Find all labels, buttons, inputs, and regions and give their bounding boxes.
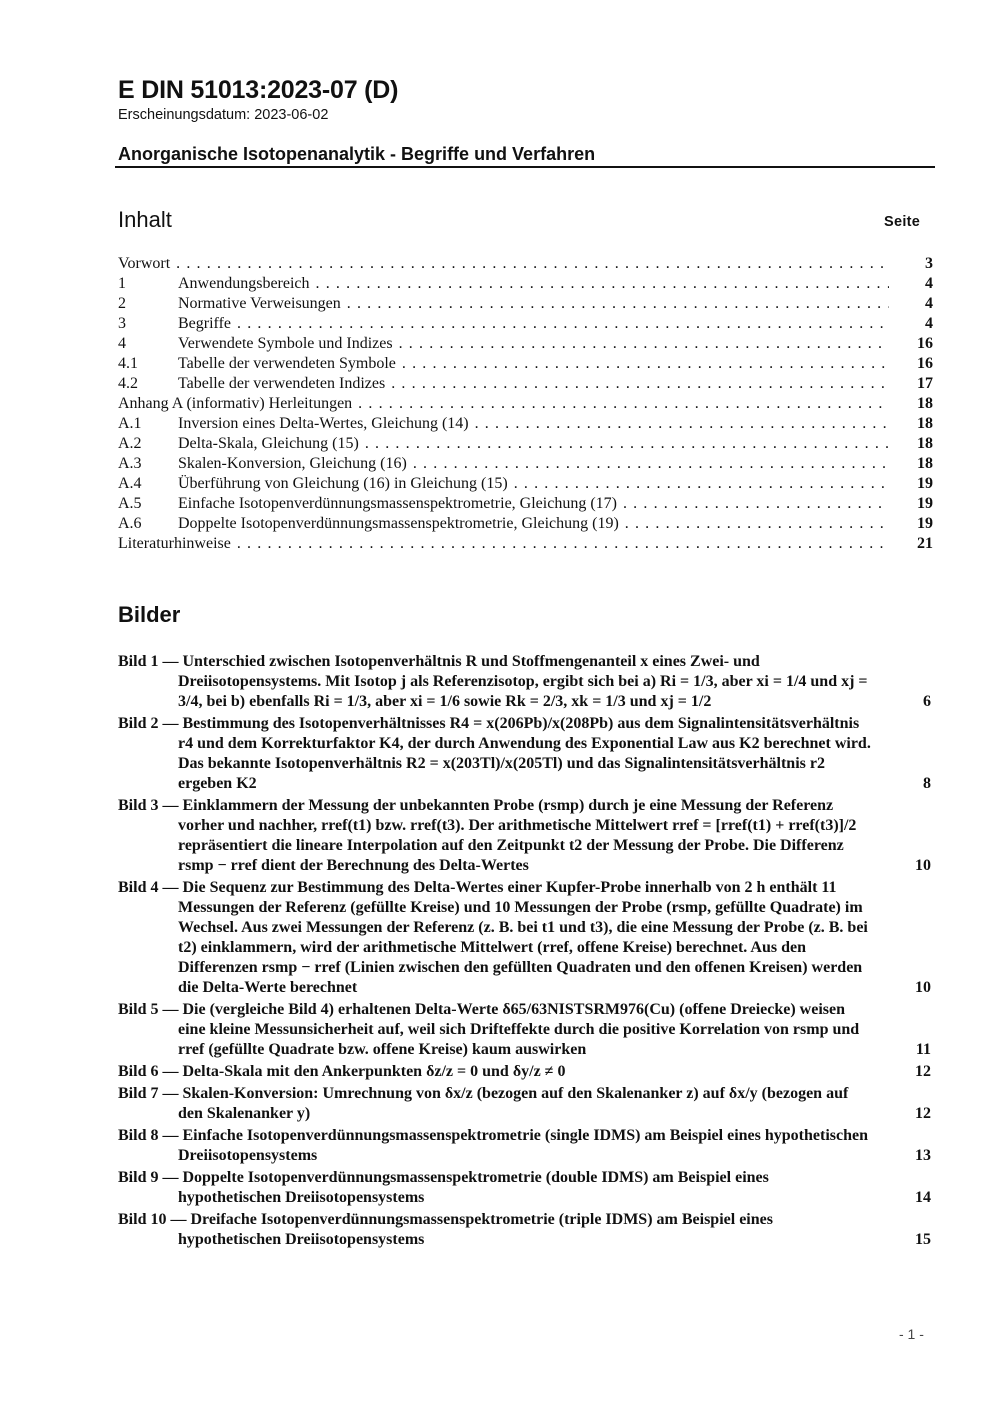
toc-entry-title: Begriffe — [178, 315, 232, 332]
dot-leader — [475, 414, 889, 434]
toc-entry-title: Verwendete Symbole und Indizes — [178, 335, 393, 352]
toc-entry-page: 17 — [917, 375, 933, 392]
figure-entry-9[interactable]: Bild 9 — Doppelte Isotopenverdünnungsmassenspektrometrie (double IDMS) am Beispiel eines hypothetischen Dreiisotopensystems 14 — [118, 1169, 931, 1206]
dot-leader — [402, 354, 889, 374]
toc-entry[interactable] — [118, 374, 933, 394]
figures-heading: Bilder — [118, 602, 181, 627]
figure-caption-10: Dreifache Isotopenverdünnungsmassenspektrometrie (triple IDMS) am Beispiel eines hypothetischen Dreiisotopensystems — [178, 1211, 773, 1248]
toc-entry[interactable] — [118, 314, 933, 334]
toc-entry-page: 18 — [917, 435, 933, 452]
figure-caption-1: Unterschied zwischen Isotopenverhältnis R und Stoffmengenanteil x eines Zwei- und Dreiisotopensystems. Mit Isotop j als Referenzisotop, ergibt sich bei a) Ri = 1/3, aber xi = 1/4 und xj = 3/4, bei b) ebenfalls Ri = 1/3, aber xi = 1/6 sowie Rk = 2/3, xk = 1/3 und xj = 1/2 — [178, 653, 868, 710]
toc-entry-title: Tabelle der verwendeten Symbole — [178, 355, 396, 372]
toc-entry[interactable] — [118, 494, 933, 514]
toc-entry-number: A.1 — [118, 415, 142, 432]
toc-entry-number: A.4 — [118, 475, 142, 492]
toc-entry-number: 4 — [118, 335, 126, 352]
toc-entry-title: Überführung von Gleichung (16) in Gleichung (15) — [178, 475, 508, 492]
figure-page-2: 8 — [923, 775, 931, 792]
toc-entry[interactable] — [118, 354, 933, 374]
toc-entry[interactable] — [118, 454, 933, 474]
figure-entry-10[interactable]: Bild 10 — Dreifache Isotopenverdünnungsmassenspektrometrie (triple IDMS) am Beispiel eines hypothetischen Dreiisotopensystems 15 — [118, 1211, 931, 1248]
figure-page-7: 12 — [915, 1105, 931, 1122]
toc-entry-number: 2 — [118, 295, 126, 312]
toc-entry-number: 3 — [118, 315, 126, 332]
dot-leader — [347, 294, 889, 314]
document-id: E DIN 51013:2023-07 (D) — [118, 76, 399, 104]
toc-entry-page: 4 — [925, 315, 933, 332]
figure-caption-6: Delta-Skala mit den Ankerpunkten δz/z = 0 und δy/z ≠ 0 — [182, 1063, 566, 1080]
toc-entry[interactable] — [118, 294, 933, 314]
dot-leader — [358, 394, 889, 414]
toc-entry-title: Vorwort — [118, 255, 171, 272]
toc-entry-page: 4 — [925, 295, 933, 312]
figure-entry-1[interactable]: Bild 1 — Unterschied zwischen Isotopenverhältnis R und Stoffmengenanteil x eines Zwei- und Dreiisotopensystems. Mit Isotop j als Referenzisotop, ergibt sich bei a) Ri = 1/3, aber xi = 1/4 und xj = 3/4, bei b) ebenfalls Ri = 1/3, aber xi = 1/6 sowie Rk = 2/3, xk = 1/3 und xj = 1/2 6 — [118, 653, 931, 710]
toc-entry-number: 1 — [118, 275, 126, 292]
figure-caption-9: Doppelte Isotopenverdünnungsmassenspektrometrie (double IDMS) am Beispiel eines hypothetischen Dreiisotopensystems — [178, 1169, 769, 1206]
toc-entry-title: Delta-Skala, Gleichung (15) — [178, 435, 359, 452]
toc-entry[interactable] — [118, 474, 933, 494]
figure-entry-2[interactable]: Bild 2 — Bestimmung des Isotopenverhältnisses R4 = x(206Pb)/x(208Pb) aus dem Signalintensitätsverhältnis r4 und dem Korrekturfaktor K4, der durch Anwendung des Exponential Law aus K2 berechnet wird. Das bekannte Isotopenverhältnis R2 = x(203Tl)/x(205Tl) und das Signalintensitätsverhältnis r2 ergeben K2 8 — [118, 715, 931, 792]
dot-leader — [399, 334, 889, 354]
figure-page-10: 15 — [915, 1231, 931, 1248]
figure-page-4: 10 — [915, 979, 931, 996]
toc-entry-title: Doppelte Isotopenverdünnungsmassenspektrometrie, Gleichung (19) — [178, 515, 619, 532]
toc-entry-page: 4 — [925, 275, 933, 292]
figure-entry-5[interactable]: Bild 5 — Die (vergleiche Bild 4) erhaltenen Delta-Werte δ65/63NISTSRM976(Cu) (offene Dreiecke) weisen eine kleine Messunsicherheit auf, weil sich Drifteffekte durch die positive Korrelation von rsmp und rref (gefüllte Quadrate bzw. offene Kreise) kaum auswirken 11 — [118, 1001, 931, 1058]
figure-caption-8: Einfache Isotopenverdünnungsmassenspektrometrie (single IDMS) am Beispiel eines hypothetischen Dreiisotopensystems — [178, 1127, 868, 1164]
toc-entry-title: Skalen-Konversion, Gleichung (16) — [178, 455, 407, 472]
dot-leader — [176, 254, 889, 274]
toc-entry-title: Normative Verweisungen — [178, 295, 341, 312]
figure-entry-8[interactable]: Bild 8 — Einfache Isotopenverdünnungsmassenspektrometrie (single IDMS) am Beispiel eines hypothetischen Dreiisotopensystems 13 — [118, 1127, 931, 1164]
figure-caption-2: Bestimmung des Isotopenverhältnisses R4 = x(206Pb)/x(208Pb) aus dem Signalintensitätsverhältnis r4 und dem Korrekturfaktor K4, der durch Anwendung des Exponential Law aus K2 berechnet wird. Das bekannte Isotopenverhältnis R2 = x(203Tl)/x(205Tl) und das Signalintensitätsverhältnis r2 ergeben K2 — [178, 715, 871, 792]
toc-heading: Inhalt — [118, 207, 172, 232]
toc-entry-page: 3 — [925, 255, 933, 272]
toc-entry-page: 16 — [917, 355, 933, 372]
figure-entry-7[interactable]: Bild 7 — Skalen-Konversion: Umrechnung von δx/z (bezogen auf den Skalenanker z) auf δx/y (bezogen auf den Skalenanker y) 12 — [118, 1085, 931, 1122]
toc-entry-title: Anhang A (informativ) Herleitungen — [118, 395, 353, 412]
toc-entry[interactable] — [118, 334, 933, 354]
figure-caption-5: Die (vergleiche Bild 4) erhaltenen Delta-Werte δ65/63NISTSRM976(Cu) (offene Dreiecke) weisen eine kleine Messunsicherheit auf, weil sich Drifteffekte durch die positive Korrelation von rsmp und rref (gefüllte Quadrate bzw. offene Kreise) kaum auswirken — [178, 1001, 860, 1058]
figure-page-5: 11 — [915, 1041, 931, 1058]
dot-leader — [237, 314, 889, 334]
list-of-figures — [118, 652, 933, 1252]
figure-caption-7: Skalen-Konversion: Umrechnung von δx/z (bezogen auf den Skalenanker z) auf δx/y (bezogen auf den Skalenanker y) — [178, 1085, 849, 1122]
toc-entry-page: 19 — [917, 495, 933, 512]
toc-entry-page: 19 — [917, 475, 933, 492]
page-number: - 1 - — [899, 1326, 924, 1342]
toc-entry-number: A.5 — [118, 495, 142, 512]
toc-entry-title: Anwendungsbereich — [178, 275, 310, 292]
toc-entry[interactable] — [118, 514, 933, 534]
toc-entry-page: 16 — [917, 335, 933, 352]
toc-entry-page: 21 — [917, 535, 933, 552]
figure-page-3: 10 — [915, 857, 931, 874]
toc-entry[interactable] — [118, 254, 933, 274]
toc-entry-title: Literaturhinweise — [118, 535, 231, 552]
toc-entry-title: Inversion eines Delta-Wertes, Gleichung (14) — [178, 415, 469, 432]
toc-entry[interactable] — [118, 414, 933, 434]
title-divider — [115, 166, 935, 168]
document-title: Anorganische Isotopenanalytik - Begriffe und Verfahren — [118, 144, 596, 164]
dot-leader — [514, 474, 889, 494]
toc-entry-page: 18 — [917, 395, 933, 412]
toc-entry[interactable] — [118, 534, 933, 554]
dot-leader — [625, 514, 889, 534]
dot-leader — [237, 534, 889, 554]
figure-caption-4: Die Sequenz zur Bestimmung des Delta-Wertes einer Kupfer-Probe innerhalb von 2 h enthält 11 Messungen der Referenz (gefüllte Kreise) und 10 Messungen der Probe (rsmp, gefüllte Quadrate) im Wechsel. Aus zwei Messungen der Referenz (z. B. bei t1 und t3), die eine Messung der Probe (z. B. bei t2) einklammern, wird der arithmetische Mittelwert (rref, offene Kreise) berechnet. Aus den Differenzen rsmp − rref (Linien zwischen den gefüllten Quadraten und den offenen Kreisen) werden die Delta-Werte berechnet — [178, 879, 868, 996]
dot-leader — [316, 274, 889, 294]
toc-entry-title: Einfache Isotopenverdünnungsmassenspektrometrie, Gleichung (17) — [178, 495, 617, 512]
toc-entry[interactable] — [118, 394, 933, 414]
toc-entry-number: 4.1 — [118, 355, 138, 372]
table-of-contents — [118, 254, 933, 554]
figure-entry-3[interactable]: Bild 3 — Einklammern der Messung der unbekannten Probe (rsmp) durch je eine Messung der Referenz vorher und nachher, rref(t1) bzw. rref(t3). Der arithmetische Mittelwert rref = [rref(t1) + rref(t3)]/2 repräsentiert die lineare Interpolation auf den Zeitpunkt t2 der Messung der Probe. Die Differenz rsmp − rref dient der Berechnung des Delta-Wertes 10 — [118, 797, 931, 874]
page-column-label: Seite — [884, 214, 921, 230]
toc-entry-number: 4.2 — [118, 375, 138, 392]
dot-leader — [413, 454, 889, 474]
publication-date: Erscheinungsdatum: 2023-06-02 — [118, 107, 329, 123]
figure-page-8: 13 — [915, 1147, 931, 1164]
toc-entry-page: 19 — [917, 515, 933, 532]
figure-page-9: 14 — [915, 1189, 931, 1206]
figure-page-6: 12 — [915, 1063, 931, 1080]
dot-leader — [365, 434, 889, 454]
toc-entry-number: A.3 — [118, 455, 142, 472]
figure-caption-3: Einklammern der Messung der unbekannten Probe (rsmp) durch je eine Messung der Referenz vorher und nachher, rref(t1) bzw. rref(t3). Der arithmetische Mittelwert rref = [rref(t1) + rref(t3)]/2 repräsentiert die lineare Interpolation auf den Zeitpunkt t2 der Messung der Probe. Die Differenz rsmp − rref dient der Berechnung des Delta-Wertes — [178, 797, 857, 874]
figure-page-1: 6 — [923, 693, 931, 710]
dot-leader — [623, 494, 889, 514]
figure-entry-4[interactable]: Bild 4 — Die Sequenz zur Bestimmung des Delta-Wertes einer Kupfer-Probe innerhalb von 2 h enthält 11 Messungen der Referenz (gefüllte Kreise) und 10 Messungen der Probe (rsmp, gefüllte Quadrate) im Wechsel. Aus zwei Messungen der Referenz (z. B. bei t1 und t3), die eine Messung der Probe (z. B. bei t2) einklammern, wird der arithmetische Mittelwert (rref, offene Kreise) berechnet. Aus den Differenzen rsmp − rref (Linien zwischen den gefüllten Quadraten und den offenen Kreisen) werden die Delta-Werte berechnet 10 — [118, 879, 931, 996]
toc-entry[interactable] — [118, 434, 933, 454]
toc-entry-page: 18 — [917, 455, 933, 472]
toc-entry-title: Tabelle der verwendeten Indizes — [178, 375, 386, 392]
toc-entry[interactable] — [118, 274, 933, 294]
toc-entry-number: A.6 — [118, 515, 142, 532]
figure-entry-6[interactable]: Bild 6 — Delta-Skala mit den Ankerpunkten δz/z = 0 und δy/z ≠ 0 12 — [118, 1063, 931, 1080]
toc-entry-number: A.2 — [118, 435, 142, 452]
toc-entry-page: 18 — [917, 415, 933, 432]
dot-leader — [391, 374, 889, 394]
